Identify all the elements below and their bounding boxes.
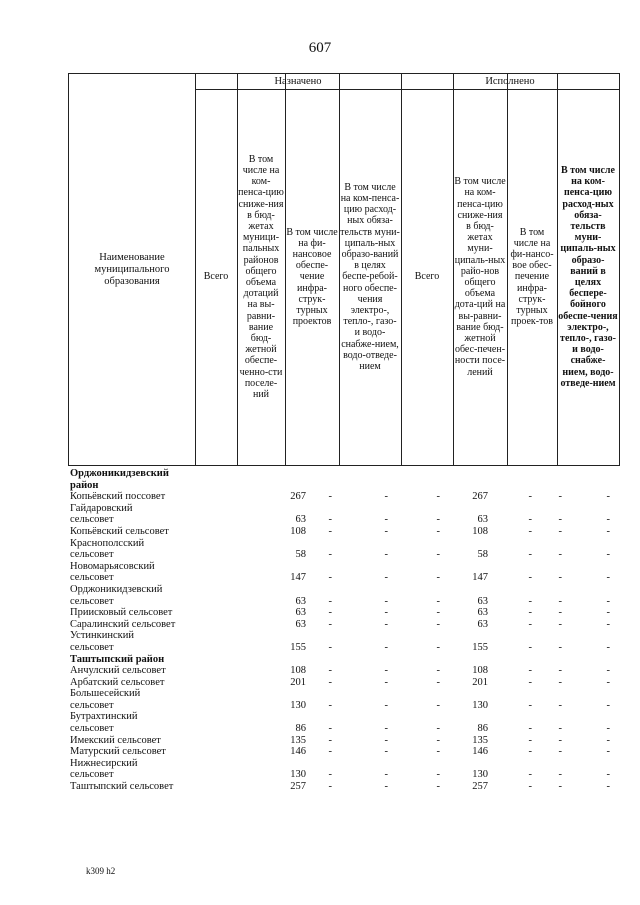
row-cell: - (558, 746, 562, 758)
row-cell: - (384, 746, 388, 758)
row-cell: - (436, 595, 440, 607)
row-cell: - (436, 769, 440, 781)
row-cell: 63 (295, 607, 306, 619)
table-row (68, 665, 620, 677)
row-cell: - (606, 525, 610, 537)
row-cell: - (528, 769, 532, 781)
row-cell: - (558, 699, 562, 711)
row-name: Приисковый сельсовет (70, 607, 173, 619)
row-cell: 58 (295, 549, 306, 561)
row-name: Большесейский (70, 688, 141, 700)
row-cell: - (528, 676, 532, 688)
row-cell: 257 (472, 781, 488, 793)
table-row (68, 723, 620, 735)
table-row (68, 677, 620, 689)
footer-code: k309 h2 (86, 866, 116, 876)
row-cell: - (328, 723, 332, 735)
row-cell: - (436, 734, 440, 746)
table-row (68, 538, 620, 550)
row-name: сельсовет (70, 641, 114, 653)
row-cell: - (528, 781, 532, 793)
row-name: Гайдаровский (70, 502, 133, 514)
row-name: сельсовет (70, 699, 114, 711)
column-header-name: Наименование муниципального образования (94, 251, 170, 287)
row-name: Устинкинский (70, 630, 134, 642)
row-cell: - (558, 665, 562, 677)
row-cell: - (328, 514, 332, 526)
row-cell: - (558, 618, 562, 630)
column-header-executed-total: Всего (414, 271, 440, 283)
row-cell: - (384, 514, 388, 526)
row-cell: - (436, 665, 440, 677)
row-cell: - (606, 769, 610, 781)
row-cell: 201 (472, 676, 488, 688)
row-name: Краснополсский (70, 537, 145, 549)
row-cell: - (384, 595, 388, 607)
row-cell: 147 (472, 572, 488, 584)
row-cell: - (606, 618, 610, 630)
table-row (68, 619, 620, 631)
row-cell: - (384, 723, 388, 735)
row-cell: - (606, 734, 610, 746)
row-cell: 63 (477, 618, 488, 630)
table-row (68, 514, 620, 526)
row-cell: - (558, 514, 562, 526)
row-name: сельсовет (70, 723, 114, 735)
row-cell: 130 (290, 699, 306, 711)
row-name: Новомарьясовский (70, 560, 155, 572)
row-cell: - (528, 641, 532, 653)
row-cell: 201 (290, 676, 306, 688)
row-cell: - (384, 665, 388, 677)
row-cell: - (558, 723, 562, 735)
row-cell: - (528, 665, 532, 677)
table-row (68, 769, 620, 781)
row-cell: - (558, 641, 562, 653)
row-cell: - (606, 746, 610, 758)
row-cell: - (436, 781, 440, 793)
row-name: сельсовет (70, 572, 114, 584)
row-cell: - (328, 746, 332, 758)
row-name: Нижнесирский (70, 757, 138, 769)
table-body (68, 468, 620, 793)
row-cell: 108 (290, 525, 306, 537)
row-cell: 63 (295, 618, 306, 630)
row-cell: - (436, 491, 440, 503)
row-cell: - (384, 618, 388, 630)
row-cell: 135 (290, 734, 306, 746)
row-cell: - (436, 746, 440, 758)
table-row (68, 526, 620, 538)
column-header-executed-utilities: В том числе на ком-пенса-цию расход-ных обяза-тельств муни-ципаль-ных образо-ваний в целях беспере-бойного обеспе-чения электро-, тепло-, газо- и водо-снабже-нием, водо-отведе-нием (558, 164, 618, 389)
row-cell: - (436, 723, 440, 735)
row-cell: - (606, 699, 610, 711)
table-row (68, 584, 620, 596)
row-cell: 108 (290, 665, 306, 677)
row-cell: - (384, 491, 388, 503)
row-cell: - (384, 676, 388, 688)
row-cell: 155 (472, 641, 488, 653)
row-name: сельсовет (70, 514, 114, 526)
row-name: Таштыпский сельсовет (70, 781, 174, 793)
row-cell: - (436, 525, 440, 537)
table-row (68, 700, 620, 712)
row-name: Арбатский сельсовет (70, 676, 165, 688)
table-row (68, 607, 620, 619)
row-cell: 155 (290, 641, 306, 653)
row-name: Орджоникидзевский (70, 583, 163, 595)
row-cell: - (436, 572, 440, 584)
row-cell: 267 (472, 491, 488, 503)
row-cell: - (606, 549, 610, 561)
row-cell: - (328, 734, 332, 746)
group-row (68, 468, 620, 480)
table-row (68, 688, 620, 700)
row-cell: - (528, 514, 532, 526)
row-cell: - (436, 699, 440, 711)
table-row (68, 503, 620, 515)
column-header-assigned-utilities: В том числе на ком-пенса-цию расход-ных обяза-тельств муни-ципаль-ных образо-ваний в целях беспе-ребой-ного обеспе-чения электро-, тепло-, газо- и водо-снабже-нием, водо-отведе-нием (340, 181, 400, 373)
row-cell: - (384, 769, 388, 781)
row-cell: - (328, 769, 332, 781)
row-cell: 108 (472, 525, 488, 537)
row-cell: 58 (477, 549, 488, 561)
column-header-assigned-total: Всего (203, 271, 229, 283)
row-cell: - (384, 525, 388, 537)
row-name: район (70, 479, 99, 491)
table-row (68, 781, 620, 793)
row-cell: - (528, 746, 532, 758)
row-cell: - (328, 525, 332, 537)
row-cell: 86 (295, 723, 306, 735)
row-name: сельсовет (70, 549, 114, 561)
row-name: Анчулский сельсовет (70, 665, 166, 677)
group-row (68, 654, 620, 666)
row-cell: 147 (290, 572, 306, 584)
table-row (68, 746, 620, 758)
table-row (68, 572, 620, 584)
row-cell: 63 (295, 514, 306, 526)
table-row (68, 549, 620, 561)
row-cell: - (606, 572, 610, 584)
row-cell: - (436, 607, 440, 619)
row-name: Имекский сельсовет (70, 734, 161, 746)
column-header-executed-equalization: В том числе на ком-пенса-цию сниже-ния в бюд-жетах муни-ципаль-ных райо-нов общего объема дота-ций на вы-равни-вание бюд-жетной обес-печен-ности посе-лений (454, 176, 506, 378)
row-cell: 63 (477, 607, 488, 619)
row-name: сельсовет (70, 769, 114, 781)
row-cell: - (384, 572, 388, 584)
row-cell: - (528, 723, 532, 735)
row-cell: 86 (477, 723, 488, 735)
row-cell: - (328, 607, 332, 619)
row-cell: - (436, 641, 440, 653)
row-cell: - (606, 665, 610, 677)
group-header-assigned: Назначено (274, 76, 322, 87)
row-cell: - (558, 734, 562, 746)
column-header-executed-infrastructure: В том числе на фи-нансо-вое обес-печение инфра-струк-турных проек-тов (510, 226, 554, 328)
row-cell: 63 (477, 514, 488, 526)
row-cell: - (558, 525, 562, 537)
row-cell: - (384, 781, 388, 793)
row-name: Копьёвский сельсовет (70, 525, 169, 537)
row-cell: - (558, 595, 562, 607)
row-name: Бутрахтинский (70, 711, 138, 723)
row-cell: - (328, 549, 332, 561)
row-cell: - (328, 781, 332, 793)
row-name: Копьёвский поссовет (70, 491, 166, 503)
row-cell: - (558, 607, 562, 619)
row-cell: - (328, 618, 332, 630)
row-cell: - (436, 676, 440, 688)
row-name: Таштыпский район (70, 653, 165, 665)
group-header-executed: Исполнено (485, 76, 535, 87)
table-row (68, 596, 620, 608)
row-cell: - (558, 781, 562, 793)
row-cell: - (606, 781, 610, 793)
row-cell: 108 (472, 665, 488, 677)
row-cell: - (528, 734, 532, 746)
row-cell: 257 (290, 781, 306, 793)
row-cell: - (528, 595, 532, 607)
row-cell: - (328, 595, 332, 607)
row-cell: 130 (472, 699, 488, 711)
row-cell: - (558, 491, 562, 503)
group-row (68, 480, 620, 492)
table-row (68, 642, 620, 654)
row-cell: - (606, 676, 610, 688)
row-cell: - (528, 572, 532, 584)
row-cell: - (384, 549, 388, 561)
row-cell: - (528, 549, 532, 561)
table-row (68, 561, 620, 573)
table-row (68, 758, 620, 770)
row-cell: - (384, 699, 388, 711)
table-row (68, 711, 620, 723)
row-name: сельсовет (70, 595, 114, 607)
row-cell: - (328, 641, 332, 653)
row-cell: - (436, 514, 440, 526)
row-cell: - (558, 549, 562, 561)
row-cell: - (328, 572, 332, 584)
row-cell: - (558, 572, 562, 584)
row-cell: - (606, 723, 610, 735)
row-name: Саралинский сельсовет (70, 618, 176, 630)
row-cell: - (606, 514, 610, 526)
row-cell: - (558, 769, 562, 781)
row-cell: 267 (290, 491, 306, 503)
row-name: Матурский сельсовет (70, 746, 166, 758)
row-cell: - (606, 491, 610, 503)
row-cell: - (528, 491, 532, 503)
row-cell: - (436, 549, 440, 561)
row-cell: - (328, 491, 332, 503)
row-cell: - (328, 699, 332, 711)
row-cell: - (606, 607, 610, 619)
row-cell: 135 (472, 734, 488, 746)
row-cell: - (328, 665, 332, 677)
row-cell: - (384, 641, 388, 653)
row-cell: 130 (290, 769, 306, 781)
row-cell: - (328, 676, 332, 688)
row-cell: 146 (472, 746, 488, 758)
table-row (68, 735, 620, 747)
row-cell: - (528, 699, 532, 711)
row-cell: 146 (290, 746, 306, 758)
row-cell: - (606, 595, 610, 607)
row-cell: - (436, 618, 440, 630)
column-header-assigned-infrastructure: В том числе на фи-нансовое обеспе-чение инфра-струк-турных проектов (286, 226, 338, 328)
page-number: 607 (308, 40, 332, 56)
row-cell: 63 (295, 595, 306, 607)
row-cell: - (528, 525, 532, 537)
row-name: Орджоникидзевский (70, 468, 169, 479)
row-cell: - (528, 607, 532, 619)
row-cell: - (384, 607, 388, 619)
table-header (68, 73, 620, 466)
table-row (68, 630, 620, 642)
row-cell: - (558, 676, 562, 688)
table-row (68, 491, 620, 503)
row-cell: 130 (472, 769, 488, 781)
row-cell: 63 (477, 595, 488, 607)
column-header-assigned-equalization: В том числе на ком-пенса-цию сниже-ния в бюд-жетах муници-пальных районов общего объема дотаций на вы-равни-вание бюд-жетной обеспе-ченно-сти поселе-ний (238, 153, 284, 401)
row-cell: - (528, 618, 532, 630)
row-cell: - (384, 734, 388, 746)
row-cell: - (606, 641, 610, 653)
